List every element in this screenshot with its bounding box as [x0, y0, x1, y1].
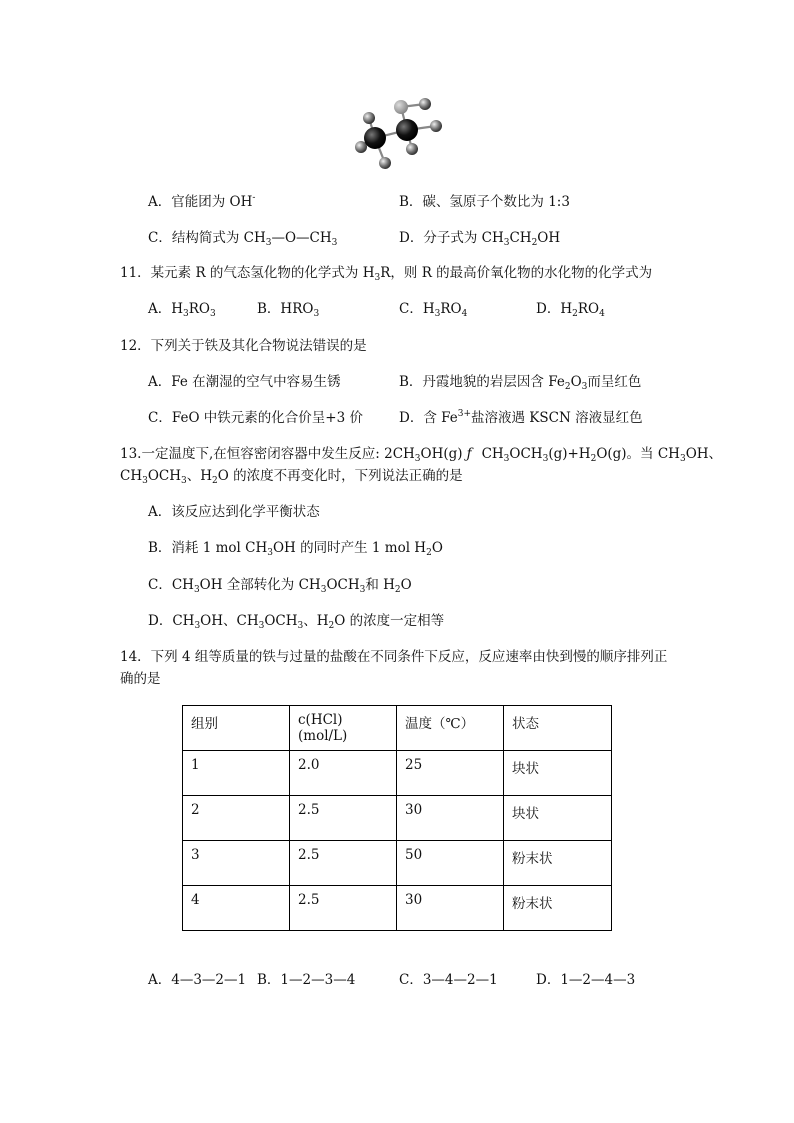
- hydrogen-atom: [363, 112, 375, 124]
- table-header-row: [183, 706, 612, 751]
- hydrogen-atom: [419, 98, 431, 110]
- table-header-cell: 组别: [183, 706, 290, 751]
- table-cell: 块状: [504, 751, 612, 796]
- table-cell: 4: [183, 886, 290, 931]
- table-cell: 粉末状: [504, 841, 612, 886]
- q12-stem: 12．下列关于铁及其化合物说法错误的是: [120, 338, 367, 354]
- table-cell: 3: [183, 841, 290, 886]
- q13-option-d[interactable]: D．$CH_3OH$、$CH_3OCH_3$、$H_2O$ 的浓度一定相等: [148, 613, 445, 631]
- table-cell: 2.5: [290, 841, 397, 886]
- q14-conditions-table: [182, 705, 612, 931]
- q14-option-a[interactable]: A．4—3—2—1: [148, 972, 247, 988]
- q11-option-c[interactable]: C．$H_3RO_4$: [399, 301, 468, 319]
- table-cell: 1: [183, 751, 290, 796]
- carbon-atom: [364, 127, 386, 149]
- q11-option-d[interactable]: D．$H_2RO_4$: [536, 301, 605, 319]
- oxygen-atom: [394, 100, 408, 114]
- table-cell: 粉末状: [504, 886, 612, 931]
- q14-option-c[interactable]: C．3—4—2—1: [399, 972, 498, 988]
- q13-option-a[interactable]: A．该反应达到化学平衡状态: [148, 504, 320, 520]
- table-header-cell: 状态: [504, 706, 612, 751]
- table-row: [183, 796, 612, 841]
- table-cell: 块状: [504, 796, 612, 841]
- q14-option-d[interactable]: D．1—2—4—3: [536, 972, 636, 988]
- table-cell: 50: [397, 841, 504, 886]
- q14-option-b[interactable]: B．1—2—3—4: [257, 972, 356, 988]
- q12-option-b[interactable]: B．丹霞地貌的岩层因含 $Fe_2O_3$而呈红色: [399, 374, 642, 392]
- q10-option-d[interactable]: D．分子式为 $CH_3CH_2OH$: [399, 230, 561, 248]
- q10-option-b[interactable]: B．碳、氢原子个数比为 1:3: [399, 194, 570, 210]
- q11-stem: 11．某元素 R 的气态氢化物的化学式为 $H_3R$，则 R 的最高价氧化物的水化物的化学式为: [120, 265, 653, 283]
- table-cell: 2.5: [290, 796, 397, 841]
- table-cell: 2.0: [290, 751, 397, 796]
- q10-option-a[interactable]: A．官能团为 OH-: [148, 193, 256, 210]
- hydrogen-atom: [430, 120, 442, 132]
- q14-stem-line2: 确的是: [120, 671, 161, 687]
- q14-stem-line1: 14．下列 4 组等质量的铁与过量的盐酸在不同条件下反应，反应速率由快到慢的顺序排列正: [120, 649, 668, 665]
- table-cell: 2: [183, 796, 290, 841]
- table-cell: 2.5: [290, 886, 397, 931]
- table-header-cell: 温度（℃）: [397, 706, 504, 751]
- q11-option-b[interactable]: B．$HRO_3$: [257, 301, 320, 319]
- q10-option-c[interactable]: C．结构简式为 $CH_3—O—CH_3$: [148, 230, 338, 248]
- hydrogen-atom: [406, 143, 418, 155]
- q11-option-a[interactable]: A．$H_3RO_3$: [148, 301, 216, 319]
- table-row: [183, 841, 612, 886]
- table-row: [183, 886, 612, 931]
- q12-option-d[interactable]: D．含 $Fe^{3+}$盐溶液遇 KSCN 溶液显红色: [399, 409, 643, 426]
- table-cell: 25: [397, 751, 504, 796]
- molecule-model-image: [350, 96, 450, 176]
- table-cell: 30: [397, 886, 504, 931]
- q12-option-a[interactable]: A．Fe 在潮湿的空气中容易生锈: [148, 374, 341, 390]
- q13-option-b[interactable]: B．消耗 1 mol $CH_3OH$ 的同时产生 1 mol $H_2O$: [148, 540, 443, 558]
- table-cell: 30: [397, 796, 504, 841]
- hydrogen-atom: [379, 157, 391, 169]
- table-header-cell: c(HCl)(mol/L): [290, 706, 397, 751]
- q13-option-c[interactable]: C．$CH_3OH$ 全部转化为 $CH_3OCH_3$和 $H_2O$: [148, 577, 412, 595]
- q12-option-c[interactable]: C．FeO 中铁元素的化合价呈+3 价: [148, 410, 363, 426]
- reversible-arrow-icon: ƒ: [466, 446, 472, 462]
- table-row: [183, 751, 612, 796]
- q13-stem-line2: $CH_3OCH_3$、$H_2O$ 的浓度不再变化时，下列说法正确的是: [120, 468, 463, 486]
- carbon-atom: [396, 119, 418, 141]
- q13-stem-line1: 13.一定温度下,在恒容密闭容器中发生反应: $2CH_3OH(g)$ ƒ $CH_3OCH_3(g)+H_2O(g)$。当 $CH_3OH$、: [120, 446, 723, 464]
